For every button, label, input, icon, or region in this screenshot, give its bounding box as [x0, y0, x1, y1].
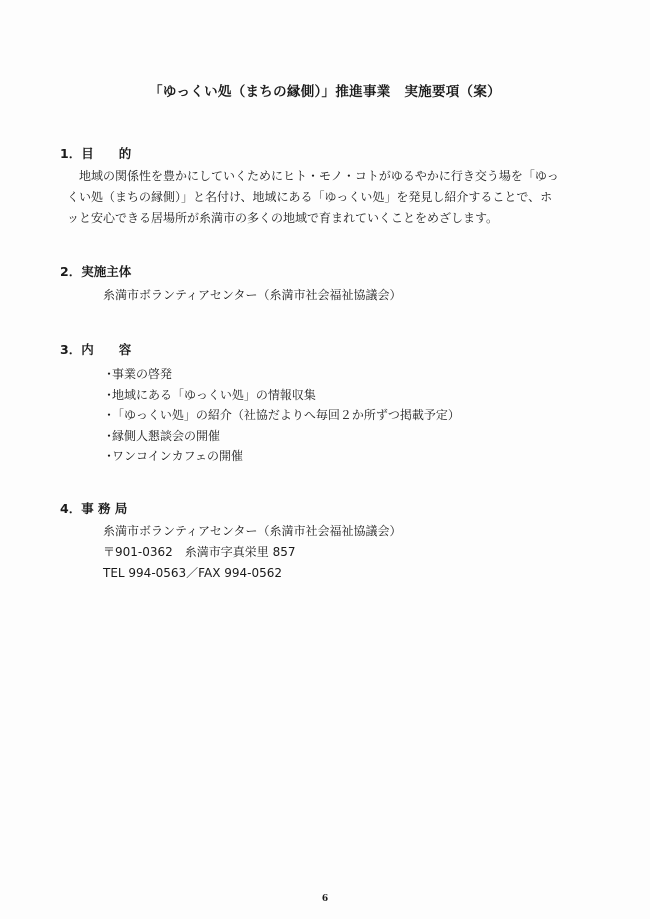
- bullet-mark: ・: [103, 387, 116, 402]
- office-address: 〒901-0362 糸満市字真栄里 857: [103, 545, 296, 559]
- section-heading-contents: 3．内 容: [60, 342, 132, 357]
- office-phone-fax: TEL 994-0563／FAX 994-0562: [103, 566, 283, 580]
- bullet-mark: ・: [103, 408, 116, 422]
- list-item-text: 事業の啓発: [112, 367, 173, 381]
- section-contents: [60, 341, 580, 467]
- list-item: [103, 426, 580, 447]
- purpose-text: 地域の関係性を豊かにしていくためにヒト・モノ・コトがゆるやかに行き交う場を「ゆっくい処（まちの縁側）」と名付け、地域にある「ゆっくい処」を発見し紹介することで、ホッと安心できる居場所が糸満市の多くの地域で育まれていくことをめざします。: [67, 169, 559, 225]
- section-purpose: [60, 145, 580, 229]
- page-number: 6: [321, 894, 329, 904]
- list-item-text: ワンコインカフェの開催: [112, 449, 244, 463]
- organizer-text: 糸満市ボランティアセンター（糸満市社会福祉協議会）: [103, 288, 402, 302]
- contents-list: [60, 364, 580, 467]
- section-heading-purpose: 1．目 的: [60, 146, 132, 161]
- section-organizer: [60, 263, 580, 306]
- office-name: 糸満市ボランティアセンター（糸満市社会福祉協議会）: [103, 524, 402, 538]
- list-item: [103, 405, 580, 426]
- list-item: [103, 446, 580, 467]
- bullet-mark: ・: [103, 367, 116, 381]
- list-item: [103, 385, 580, 406]
- list-item: [103, 364, 580, 385]
- section-office: [60, 500, 580, 584]
- bullet-mark: ・: [103, 449, 116, 463]
- section-heading-office: 4．事 務 局: [60, 501, 128, 516]
- office-contact: [60, 521, 580, 584]
- list-item-text: 縁側人懇談会の開催: [112, 428, 221, 443]
- section-heading-organizer: 2．実施主体: [60, 264, 132, 279]
- bullet-mark: ・: [103, 428, 116, 443]
- list-item-text: 「ゆっくい処」の紹介（社協だよりへ毎回２か所ずつ掲載予定）: [112, 408, 460, 422]
- document-title: 「ゆっくい処（まちの縁側）」推進事業 実施要項（案）: [149, 84, 501, 100]
- list-item-text: 地域にある「ゆっくい処」の情報収集: [112, 387, 316, 402]
